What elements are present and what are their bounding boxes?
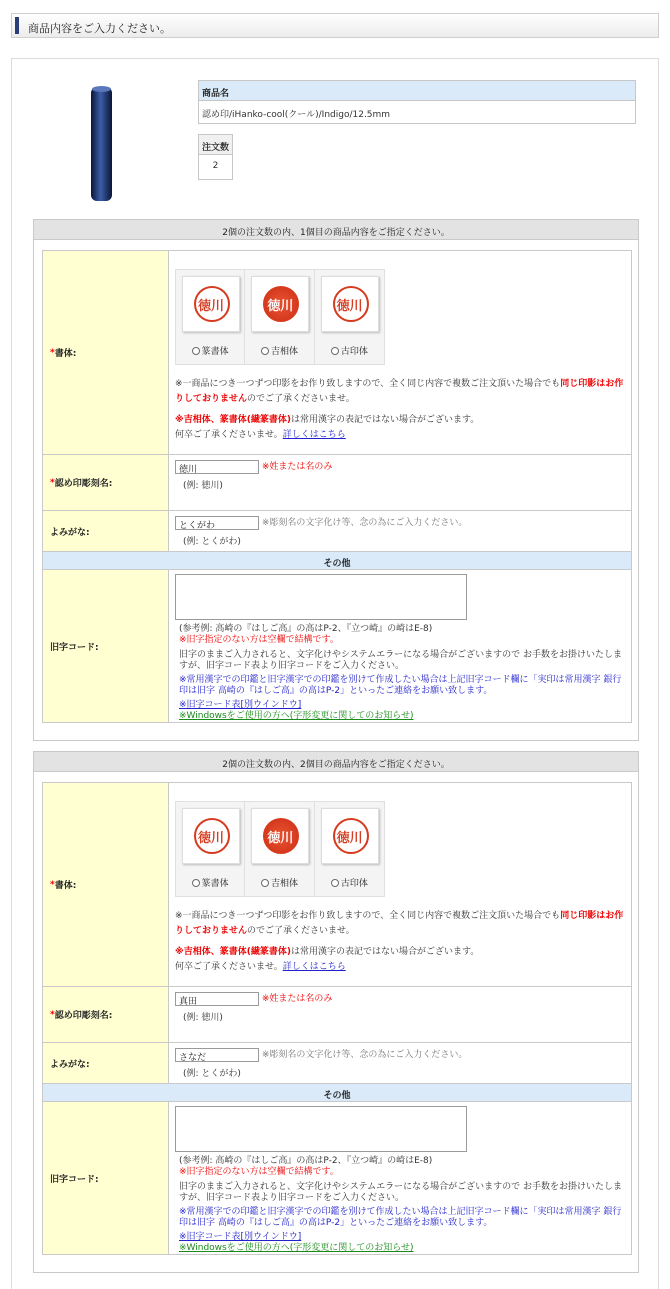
- kyuji-table-link[interactable]: ※旧字コード表[別ウインドウ]: [179, 700, 302, 710]
- item-panel-title: 2個の注文数の内、1個目の商品内容をご指定ください。: [34, 220, 638, 240]
- radio-button[interactable]: [192, 347, 200, 355]
- product-image: [89, 85, 114, 203]
- product-name-box: [198, 80, 636, 124]
- item-panel-2: [33, 751, 639, 1273]
- font-option-koin[interactable]: 徳川 古印体: [315, 802, 384, 896]
- engrave-label: * 認め印彫刻名:: [43, 455, 169, 510]
- windows-notice-link[interactable]: ※Windowsをご使用の方へ(字形変更に関してのお知らせ): [179, 711, 414, 721]
- kyuji-code-textarea[interactable]: [175, 574, 467, 620]
- other-section-header: その他: [43, 552, 631, 570]
- heading-accent-bar: [15, 17, 19, 34]
- yomi-label: よみがな:: [43, 511, 169, 551]
- engrave-name-input[interactable]: 徳川: [175, 460, 259, 474]
- yomi-input[interactable]: とくがわ: [175, 516, 259, 530]
- font-option-tensho[interactable]: 徳川 篆書体: [176, 802, 245, 896]
- engrave-label: * 認め印彫刻名:: [43, 987, 169, 1042]
- radio-button[interactable]: [331, 879, 339, 887]
- font-option-tensho[interactable]: 徳川 篆書体: [176, 270, 245, 364]
- yomi-label: よみがな:: [43, 1043, 169, 1083]
- same-impression-note: ※一商品につき一つずつ印影をお作り致しますので、全く同じ内容で複数ご注文頂いた場合でも同じ印影はお作りしておりませんのでご了承くださいませ。: [175, 911, 624, 936]
- item-form: [42, 782, 632, 1255]
- other-section-header: その他: [43, 1084, 631, 1102]
- item-panel-title: 2個の注文数の内、2個目の商品内容をご指定ください。: [34, 752, 638, 772]
- page-heading: [11, 13, 659, 38]
- same-impression-note: ※一商品につき一つずつ印影をお作り致しますので、全く同じ内容で複数ご注文頂いた場合でも同じ印影はお作りしておりませんのでご了承くださいませ。: [175, 379, 624, 404]
- font-selector: [175, 801, 385, 897]
- engrave-row: [43, 455, 631, 511]
- kyuji-split-note: ※常用漢字での印鑑と旧字漢字での印鑑を別けて作成したい場合は上記旧字コード欄に「実印は常用漢字 銀行印は旧字 高崎の『はしご高』の高はP-2」といったご連絡をお願い致します。: [179, 1207, 622, 1228]
- engrave-hint: ※姓または名のみ: [261, 994, 333, 1004]
- yomi-hint: ※彫刻名の文字化け等、念の為にご入力ください。: [261, 1050, 468, 1060]
- stamp-sample-kisso: 徳川: [251, 276, 309, 332]
- quantity-box: [198, 134, 233, 180]
- kyuji-row: [43, 570, 631, 722]
- stamp-sample-kisso: 徳川: [251, 808, 309, 864]
- yomi-input[interactable]: さなだ: [175, 1048, 259, 1062]
- radio-button[interactable]: [261, 879, 269, 887]
- stamp-sample-koin: 徳川: [321, 276, 379, 332]
- font-option-kisso[interactable]: 徳川 吉相体: [245, 270, 314, 364]
- yomi-row: [43, 511, 631, 552]
- product-name-header: 商品名: [199, 81, 635, 101]
- radio-button[interactable]: [192, 879, 200, 887]
- yomi-row: [43, 1043, 631, 1084]
- yomi-example: (例: とくがわ): [183, 536, 241, 547]
- kyuji-optional-note: ※旧字指定のない方は空欄で結構です。: [179, 635, 339, 645]
- kyuji-optional-note: ※旧字指定のない方は空欄で結構です。: [179, 1167, 339, 1177]
- engrave-example: (例: 徳川): [183, 480, 223, 491]
- engrave-example: (例: 徳川): [183, 1012, 223, 1023]
- font-kanji-note: ※吉相体、篆書体(繊篆書体)は常用漢字の表記ではない場合がございます。 何卒ご了承くださいませ。詳しくはこちら: [175, 415, 480, 440]
- item-panel-1: [33, 219, 639, 741]
- kyuji-row: [43, 1102, 631, 1254]
- stamp-sample-tensho: 徳川: [182, 808, 240, 864]
- kyuji-reference: (参考例: 高崎の『はしご高』の高はP-2、『立つ崎』の崎はE-8): [179, 624, 433, 634]
- stamp-sample-koin: 徳川: [321, 808, 379, 864]
- kyuji-label: 旧字コード:: [43, 570, 169, 722]
- item-form: [42, 250, 632, 723]
- details-link[interactable]: 詳しくはこちら: [282, 430, 346, 440]
- font-label: * 書体:: [43, 251, 169, 454]
- kyuji-instructions: 旧字のままご入力されると、文字化けやシステムエラーになる場合がございますので お手数をお掛けいたしますが、旧字コード表より旧字コードをご入力ください。: [179, 1182, 622, 1203]
- font-row: [43, 783, 631, 987]
- quantity-value: 2: [212, 161, 219, 171]
- radio-button[interactable]: [261, 347, 269, 355]
- engrave-name-input[interactable]: 真田: [175, 992, 259, 1006]
- font-option-koin[interactable]: 徳川 古印体: [315, 270, 384, 364]
- windows-notice-link[interactable]: ※Windowsをご使用の方へ(字形変更に関してのお知らせ): [179, 1243, 414, 1253]
- radio-button[interactable]: [331, 347, 339, 355]
- kyuji-instructions: 旧字のままご入力されると、文字化けやシステムエラーになる場合がございますので お手数をお掛けいたしますが、旧字コード表より旧字コードをご入力ください。: [179, 650, 622, 671]
- page-title: 商品内容をご入力ください。: [28, 22, 171, 35]
- details-link[interactable]: 詳しくはこちら: [282, 962, 346, 972]
- stamp-sample-tensho: 徳川: [182, 276, 240, 332]
- yomi-hint: ※彫刻名の文字化け等、念の為にご入力ください。: [261, 518, 468, 528]
- quantity-header: 注文数: [199, 135, 232, 155]
- font-kanji-note: ※吉相体、篆書体(繊篆書体)は常用漢字の表記ではない場合がございます。 何卒ご了承くださいませ。詳しくはこちら: [175, 947, 480, 972]
- font-option-kisso[interactable]: 徳川 吉相体: [245, 802, 314, 896]
- kyuji-code-textarea[interactable]: [175, 1106, 467, 1152]
- yomi-example: (例: とくがわ): [183, 1068, 241, 1079]
- kyuji-split-note: ※常用漢字での印鑑と旧字漢字での印鑑を別けて作成したい場合は上記旧字コード欄に「実印は常用漢字 銀行印は旧字 高崎の『はしご高』の高はP-2」といったご連絡をお願い致します。: [179, 675, 622, 696]
- kyuji-reference: (参考例: 高崎の『はしご高』の高はP-2、『立つ崎』の崎はE-8): [179, 1156, 433, 1166]
- font-row: [43, 251, 631, 455]
- engrave-hint: ※姓または名のみ: [261, 462, 333, 472]
- font-label: * 書体:: [43, 783, 169, 986]
- engrave-row: [43, 987, 631, 1043]
- kyuji-label: 旧字コード:: [43, 1102, 169, 1254]
- product-name-value: 認め印/iHanko-cool(クール)/Indigo/12.5mm: [202, 110, 391, 120]
- font-selector: [175, 269, 385, 365]
- kyuji-table-link[interactable]: ※旧字コード表[別ウインドウ]: [179, 1232, 302, 1242]
